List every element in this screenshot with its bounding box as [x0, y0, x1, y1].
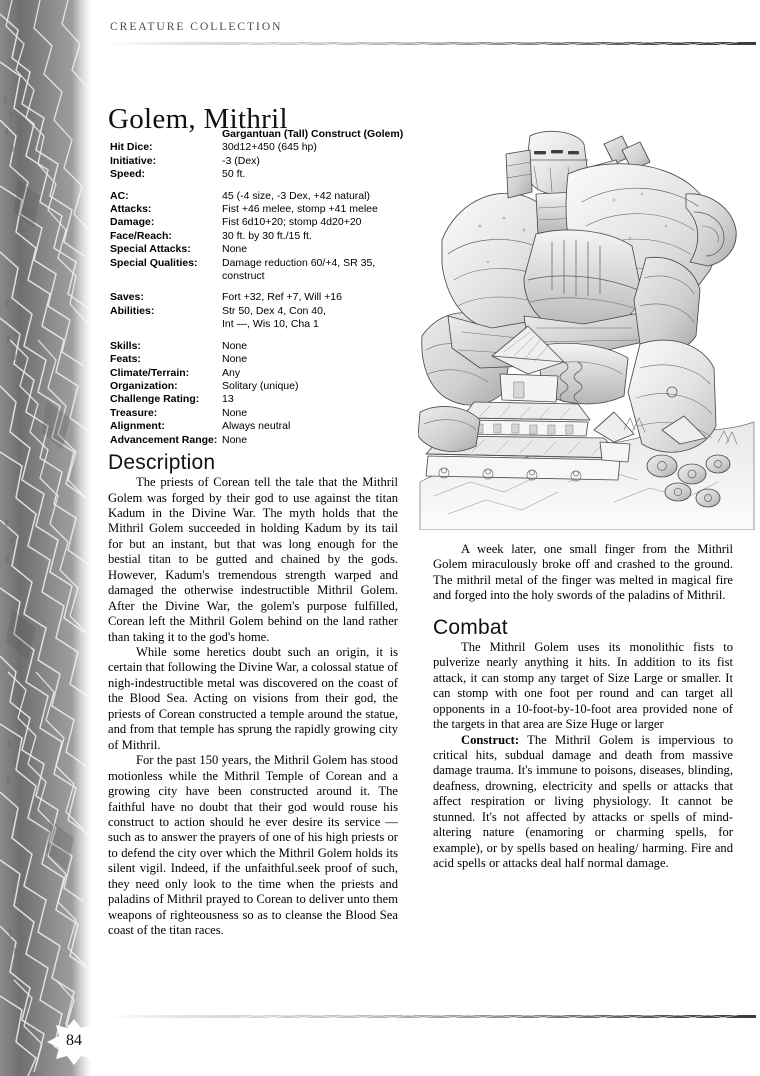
- combat-heading: Combat: [433, 615, 508, 639]
- stat-label: Climate/Terrain:: [110, 366, 190, 379]
- running-head: CREATURE COLLECTION: [110, 21, 283, 33]
- stat-row: [110, 407, 410, 420]
- stat-row: [110, 305, 410, 332]
- description-paragraph: While some heretics doubt such an origin, it is certain that following the Divine War, a colossal statue of nigh-indestructible metal was discovered on the coast of the Blood Sea. Acting on visions from their god, the priests of Corean constructed a temple around the statue, and from that temple has sprung the rapidly growing city of Mithril.: [108, 645, 398, 752]
- stat-value-line: Fist 6d10+20; stomp 4d20+20: [222, 216, 362, 229]
- stat-row: [110, 257, 410, 284]
- stat-value: [222, 216, 410, 229]
- stat-row: [110, 230, 410, 243]
- stat-row: [110, 216, 410, 229]
- construct-text: The Mithril Golem is impervious to critical hits, subdual damage and death from massive damage trauma. It's immune to poisons, diseases, blinding, deafness, drowning, electricity and spells or attacks that affect respiration or living physiology. It cannot be stunned. It's not affected by attacks or spells of mind-altering nature (enamoring or charming spells, for example), or by spells based on healing/ harming. Fire and acid spells or attacks deal half normal damage.: [433, 732, 733, 871]
- stat-label: Saves:: [110, 291, 144, 304]
- page-number: 84: [66, 1032, 82, 1049]
- stat-value-line: Fort +32, Ref +7, Will +16: [222, 291, 342, 304]
- decorative-rule-bottom: [108, 1009, 756, 1018]
- stat-value: [222, 141, 410, 154]
- combat-paragraph: The Mithril Golem uses its monolithic fists to pulverize nearly anything it hits. In addition to its fist attack, it can stomp any target of Size Large or smaller. It can stomp with one foot per round and can target all opponents in a 10-foot-by-10-foot area provided none of the targets in that area are Size Huge or larger: [433, 639, 733, 732]
- stat-label: Special Qualities:: [110, 256, 198, 269]
- stat-value-line: Int —, Wis 10, Cha 1: [222, 318, 319, 331]
- stat-value: [222, 340, 410, 353]
- stat-label: Face/Reach:: [110, 229, 172, 242]
- stat-label: Organization:: [110, 379, 178, 392]
- stat-label: Skills:: [110, 339, 141, 352]
- description-heading: Description: [108, 451, 216, 474]
- stat-label: Treasure:: [110, 406, 158, 419]
- stat-label: Initiative:: [110, 154, 157, 167]
- stat-value-line: construct: [222, 270, 265, 283]
- stat-row: [110, 420, 410, 433]
- stat-value-line: Solitary (unique): [222, 379, 299, 392]
- stat-row: [110, 203, 410, 216]
- stat-block: [110, 128, 410, 447]
- stat-value: [222, 367, 410, 380]
- stat-row: [110, 367, 410, 380]
- stat-value-line: Damage reduction 60/+4, SR 35,: [222, 256, 376, 269]
- stat-value-line: None: [222, 339, 248, 352]
- stat-value-line: None: [222, 433, 248, 446]
- stat-value-line: None: [222, 353, 248, 366]
- stat-value-line: 13: [222, 393, 234, 406]
- stat-row: [110, 380, 410, 393]
- stat-value: [222, 257, 410, 284]
- stat-value: [222, 203, 410, 216]
- stat-label: Challenge Rating:: [110, 393, 200, 406]
- stat-row: [110, 393, 410, 406]
- stat-value: [222, 168, 410, 181]
- stat-value: [222, 407, 410, 420]
- stat-value: [222, 434, 410, 447]
- description-paragraph: The priests of Corean tell the tale that the Mithril Golem was forged by their god to use against the titan Kadum in the Divine War. The myth holds that the Mithril Golem succeeded in holding Kadum by its tail for but an instant, but that was long enough for the bestial titan to be gutted and chained by the gods. However, Kadum's tremendous strength warped and damaged the otherwise indestructible Mithril Golem. After the Divine War, the golem's purpose fulfilled, Corean left the Mithril Golem behind on the land rather than taking it to the god's home.: [108, 475, 398, 644]
- decorative-stone-border: [0, 0, 92, 1076]
- stat-value-line: 30d12+450 (645 hp): [222, 141, 317, 154]
- stat-value: [222, 305, 410, 332]
- stat-value-line: -3 (Dex): [222, 154, 260, 167]
- stat-value: [222, 230, 410, 243]
- stat-value: [222, 243, 410, 256]
- description-column: [108, 452, 398, 939]
- page-title: Golem, Mithril: [108, 103, 288, 136]
- stat-value-line: Fist +46 melee, stomp +41 melee: [222, 203, 378, 216]
- stat-row: [110, 168, 410, 181]
- stat-label: Special Attacks:: [110, 243, 191, 256]
- stat-value: [222, 393, 410, 406]
- stat-row: [110, 141, 410, 154]
- stat-label: Damage:: [110, 216, 155, 229]
- decorative-rule-top: [108, 36, 756, 45]
- stat-value-line: None: [222, 406, 248, 419]
- description-paragraph: For the past 150 years, the Mithril Golem has stood motionless while the Mithril Temple of Corean and a growing city have been constructed around it. The faithful have no doubt that their god would rouse his construct to action should he ever desire its service — such as to answer the prayers of one of his high priests or to defend the city over which the Mithril Golem holds its silent vigil. Indeed, if the unfaithful.seek proof of such, they need only look to the time when the priests and paladins of Mithril prayed to Corean to deliver unto them weapons of righteousness so as to cleanse the Blood Sea coast of the titan races.: [108, 753, 398, 938]
- stat-row: [110, 243, 410, 256]
- stat-label: Speed:: [110, 168, 146, 181]
- stat-row: [110, 190, 410, 203]
- stat-value: [222, 380, 410, 393]
- stat-value-line: 45 (-4 size, -3 Dex, +42 natural): [222, 189, 370, 202]
- stat-label: AC:: [110, 189, 129, 202]
- stat-label: Hit Dice:: [110, 141, 153, 154]
- stat-rows: [110, 141, 410, 447]
- stat-value: [222, 190, 410, 203]
- stat-label: Alignment:: [110, 420, 165, 433]
- stat-type-line: Gargantuan (Tall) Construct (Golem): [222, 128, 404, 140]
- stat-value: [222, 291, 410, 304]
- stat-value-line: Always neutral: [222, 420, 291, 433]
- stat-value-line: 50 ft.: [222, 168, 246, 181]
- stat-value-line: Str 50, Dex 4, Con 40,: [222, 304, 326, 317]
- stat-value-line: Any: [222, 366, 241, 379]
- construct-label: Construct:: [461, 732, 520, 747]
- stat-label: Abilities:: [110, 304, 155, 317]
- stat-label: Attacks:: [110, 203, 152, 216]
- stat-value-line: 30 ft. by 30 ft./15 ft.: [222, 229, 312, 242]
- stat-label: Advancement Range:: [110, 433, 218, 446]
- stat-row: [110, 353, 410, 366]
- golem-illustration: [418, 130, 756, 530]
- stat-value: [222, 420, 410, 433]
- stat-value-line: None: [222, 243, 248, 256]
- stat-label: Feats:: [110, 353, 141, 366]
- stat-row: [110, 291, 410, 304]
- stat-row: [110, 434, 410, 447]
- stat-value: [222, 155, 410, 168]
- construct-paragraph: [433, 733, 733, 872]
- stat-row: [110, 155, 410, 168]
- combat-column: [433, 542, 733, 872]
- stat-value: [222, 353, 410, 366]
- stat-row: [110, 340, 410, 353]
- description-paragraph: A week later, one small finger from the Mithril Golem miraculously broke off and crashed to the ground. The mithril metal of the finger was melted in magical fire and forged into the holy swords of the paladins of Mithril.: [433, 542, 733, 603]
